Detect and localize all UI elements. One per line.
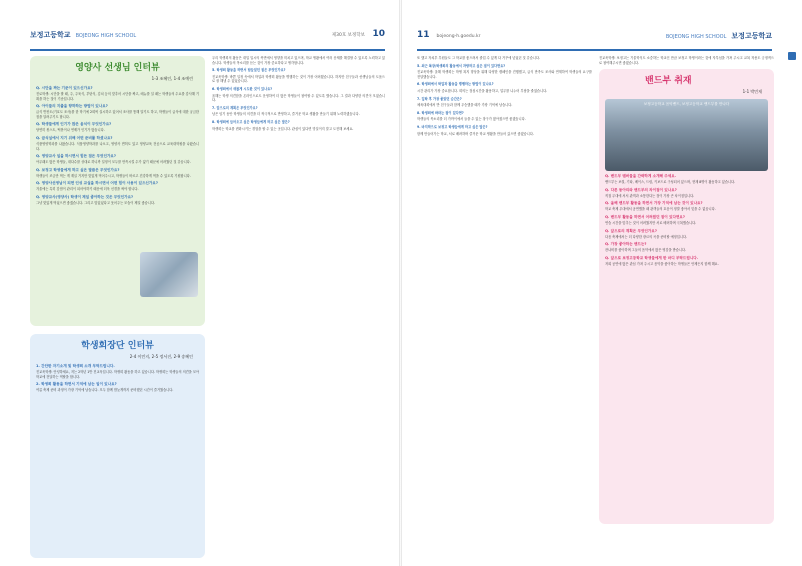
article-paragraph: 함께 만들어가는 학교, 서로 배려하며 즐거운 학교 생활을 만들어 갔으면 좋겠습니다.: [417, 131, 534, 136]
interview-question: Q. 다른 동아리와 밴드부의 차이점이 있나요?: [605, 187, 677, 192]
interview-question: Q. 영양교사(영양사) 학생이 제일 좋아하는 것은 무엇인가요?: [36, 194, 134, 199]
site-url: bojeong-h.goedu.kr: [436, 34, 481, 39]
interview-byline: 2-4 이민지, 2-5 정서진, 2-9 송혜인: [129, 354, 193, 359]
interview-answer: 직접 무대에 서서 관객과 소통한다는 점이 가장 큰 차이점입니다.: [605, 193, 695, 198]
left-page-header: [30, 30, 385, 46]
interview-question: Q. 급식실에서 지기 위해 어떤 준비를 하셨나요?: [36, 135, 113, 140]
article-question: 8. 학생회에 들어오고 싶은 학생들에게 하고 싶은 말은?: [212, 119, 290, 124]
interview-question: Q. 앞으로의 계획은 무엇인가요?: [605, 228, 657, 233]
interview-answer: 당연히 볶스트, 떡볶이나 연제가 인기가 많습니다.: [36, 128, 105, 133]
interview-answer: 아무래도 많은 학생들, 대다수를 상대로 하니까 일정이 모두를 만족시킬 수가 없기 때문에 어려웠던 것 같습니다.: [36, 160, 191, 165]
header-rule: [30, 49, 385, 51]
interview-question: Q. 학생들에게 인기가 많은 음식이 무엇인가요?: [36, 122, 112, 127]
article-paragraph: 남은 임기 동안 학생들의 의견을 더 적극적으로 반영하고, 즐거운 학교 생활을 만들기 위해 노력하겠습니다.: [212, 112, 360, 117]
right-page: [401, 0, 802, 566]
article-question: 7. 앞으로의 계획은 무엇인가요?: [212, 105, 258, 110]
article-question: 8. 학생회에 바라는 점이 있다면?: [417, 110, 464, 115]
article-paragraph: 학생회는 학교를 변화시키는 경험을 할 수 있는 곳입니다. 관심이 있다면 망설이지 말고 도전해 보세요.: [212, 126, 354, 131]
lunch-photo: [140, 252, 198, 297]
article-paragraph: 올해는 학생 의견함을 온라인으로도 운영하여 더 많은 학생들이 참여할 수 있도록 했습니다. 그 결과 다양한 의견이 모였습니다.: [212, 93, 385, 103]
interview-answer: 여름 축제 준비 과정이 가장 기억에 남습니다. 모두 함께 밤늦게까지 준비했던 시간이 즐거웠습니다.: [36, 388, 174, 393]
article-question: 5. 학생회 활동을 하면서 힘들었던 점은 무엇인가요?: [212, 68, 286, 73]
interview-qa-list: [36, 86, 199, 206]
school-name-en: BOJEONG HIGH SCHOOL: [665, 34, 727, 40]
interview-answer: 저희 공연에 많은 관심 가져 주시고 음악을 좋아하는 학생들은 언제든지 함께 해요.: [605, 261, 719, 266]
interview-question: 1. 간단한 자기소개 및 학생회 소개 부탁드립니다.: [36, 364, 115, 368]
article-column: [417, 56, 592, 556]
issue-label: 제30호 보정학보: [331, 33, 365, 38]
interview-question: Q. 시단을 짜는 기준이 있으신가요?: [36, 86, 93, 90]
interview-answer: 진교욱학생: 안녕하세요, 저는 2학년 1반 진교욱입니다. 학생회 활동을 하고 있습니다. 학생회는 학생들의 의견을 모아 학교에 전달하는 역할을 합니다.: [36, 370, 199, 379]
band-article-column: [599, 56, 774, 556]
interview-question: Q. 밴드부 멤버들을 간략하게 소개해 주세요.: [605, 174, 677, 179]
bookmark-ribbon: [788, 52, 796, 60]
article-paragraph: 시간 관리가 가장 중요합니다. 회의는 점심시간을 활용하고, 업무를 나누어 부담을 줄였습니다.: [417, 88, 548, 93]
right-page-header: [417, 30, 772, 46]
school-name: 보정고등학교: [30, 31, 71, 39]
article-question: 6. 학생회에서 학업과 활동을 병행하는 방법이 있나요?: [417, 82, 494, 87]
band-intro-text: 진교욱학생: 보정고는 기울학식도 소중하는 학교인 만큼 보정고 학생이라는 것에 자부심을 가져 주시고 교복 착용도 긍정적으로 참여해주시면 좋겠습니다.: [599, 56, 774, 65]
article-paragraph: 우리 학생회의 활동은 대입 입시의 측면에서 영향을 미치고 있으며, 학교 생활에서 여러 문제를 해결할 수 있도록 노력하고 있습니다. 학생들의 목소리를 듣는 것이 가장 중요하다고 생각합니다.: [212, 56, 385, 65]
article-question: 5. 최근 복장/학생회의 활동에서 자랑하고 싶은 점이 있다면요?: [417, 63, 506, 68]
article-question: 6. 학생회에서 새롭게 시도한 것이 있나요?: [212, 86, 273, 91]
interview-answer: 학교 축제 무대에서 공연했을 때 관객들의 호응이 정말 좋아서 잊을 수 없습니다.: [605, 207, 716, 212]
interview-answer: 식품영양학과를 나왔습니다. 식품영양학과를 나오고, 영양사 면허도 있고 영양교육 전공으로 교육대학원을 나왔습니다.: [36, 141, 199, 151]
school-name-en: BOJEONG HIGH SCHOOL: [75, 33, 137, 39]
interview-question: Q. 앞으로 보정고등학교 학생들에게 한 마디 부탁드립니다.: [605, 255, 699, 260]
interview-byline: 1-3 조혜인, 1-4 조예린: [151, 76, 193, 81]
band-photo: [605, 99, 768, 171]
page-number: 10: [372, 29, 385, 39]
interview-question: Q. 밴드부 활동을 하면서 어려웠던 점이 있다면요?: [605, 214, 685, 219]
interview-answer: 진로학생: 시단을 짤 때, 주, 주육식, 부탄식, 김치 등의 맞추어 시단을 짜고, 메뉴를 설 때는 학생들의 수요를 감사해 기획을 하는 것이 기준입니다.: [36, 92, 199, 101]
interview-question: 2. 학생회 활동을 하면서 기억에 남는 일이 있나요?: [36, 382, 117, 387]
article-question: 9. 마지막으로 보정고 학생들에게 하고 싶은 말은?: [417, 124, 488, 129]
interview-title: 밴드부 취재: [645, 76, 692, 87]
article-paragraph: 진교욱학생: 바쁜 일정 속에서 학업과 학생회 활동을 병행하는 것이 가장 어려웠습니다. 하지만 친구들과 선생님들의 도움으로 잘 해낼 수 있었습니다.: [212, 74, 385, 84]
article-question: 7. 입학 후 가장 좋았던 순간은?: [417, 96, 462, 101]
article-paragraph: 학생들의 목소리를 더 가까이에서 들을 수 있는 창구가 많아졌으면 좋겠습니다.: [417, 117, 526, 122]
interview-answer: 잔나비를 좋아하며 그들의 음악에서 많은 영감을 받습니다.: [605, 248, 686, 253]
interview-qa-list: [36, 364, 199, 393]
photo-caption: 보정고등학교 음악밴드, 보정고등학교 밴드부를 만나다: [643, 102, 730, 107]
interview-question: Q. 올해 밴드부 활동을 하면서 가장 기억에 남는 것이 있나요?: [605, 201, 703, 206]
interview-byline: 1-1 박민재: [742, 89, 762, 95]
school-name: 보정고등학교: [731, 32, 772, 40]
interview-title: 영양사 선생님 인터뷰: [75, 63, 160, 73]
header-rule: [417, 49, 772, 51]
article-column: [212, 56, 385, 556]
interview-question: Q. 가장 좋아하는 밴드는?: [605, 242, 647, 247]
interview-answer: 밴드부는 보컬, 기타, 베이스, 드럼, 키보드로 구성되어 있으며, 현재 8명이 활동하고 있습니다.: [605, 180, 736, 185]
student-council-interview-box: [30, 334, 205, 558]
dietitian-interview-box: [30, 56, 205, 326]
interview-answer: 다음 축제에서는 더 다양한 장르의 곡을 준비할 예정입니다.: [605, 234, 688, 239]
interview-answer: 겨울에는 특히 감염이 관리이 되어야하기 때문에 더욱 신경을 써야 합니다.: [36, 187, 139, 192]
interview-question: Q. 보정고 학생들에게 하고 싶은 말씀은 무엇인가요?: [36, 167, 120, 172]
article-paragraph: 또 했고 자치부 부원들도 그 학교를 좋으려서 졸업 수 있게 다 거꾸에 넣었던 것 같습니다.: [417, 56, 540, 60]
page-number: 11: [417, 30, 430, 40]
interview-title: 학생회장단 인터뷰: [81, 341, 154, 351]
interview-answer: 학생들이 조금만 먹는 게 계실 거지만 맛있게 먹어주시고, 학생들이 바르고 건강하게 먹을 수 있도록 기원합니다.: [36, 173, 191, 178]
interview-question: Q. 영양사선생님이 되면 인성 교실을 하시면서 어떤 힘이 사용이 있으신가요?: [36, 181, 158, 186]
interview-answer: 급식 반찬도(기호도 조사)를 한 학기에 2회씩 실시하고 있어서 조사를 통해 알기도 하고, 학생들이 급식에 대한 궁금한 점을 알려주기도 합니다.: [36, 110, 199, 119]
article-paragraph: 체육대회에서 반 친구들과 함께 우승했을 때가 가장 기억에 남습니다.: [417, 103, 513, 108]
interview-question: Q. 아이들의 지출을 향하하는 방법이 있나요?: [36, 104, 108, 109]
interview-answer: 그냥 맛있게 먹었으면 좋겠습니다. 그리고 맛있었다고 웃어주는 모습이 제일 좋습니다.: [36, 200, 155, 205]
interview-qa-list: [605, 174, 768, 266]
interview-question: Q. 영양교사 일을 하시면서 힘든 점은 무엇인가요?: [36, 154, 116, 159]
interview-answer: 연습 시간을 맞추는 것이 어려웠지만 서로 배려하며 극복했습니다.: [605, 220, 697, 225]
band-interview-box: [599, 69, 774, 524]
article-paragraph: 진교욱학생: 올해 학생회는 학생 복지 향상을 위해 다양한 캠페인을 진행했고, 급식 만족도 조사와 연계하여 학생들의 요구를 전달했습니다.: [417, 70, 592, 79]
